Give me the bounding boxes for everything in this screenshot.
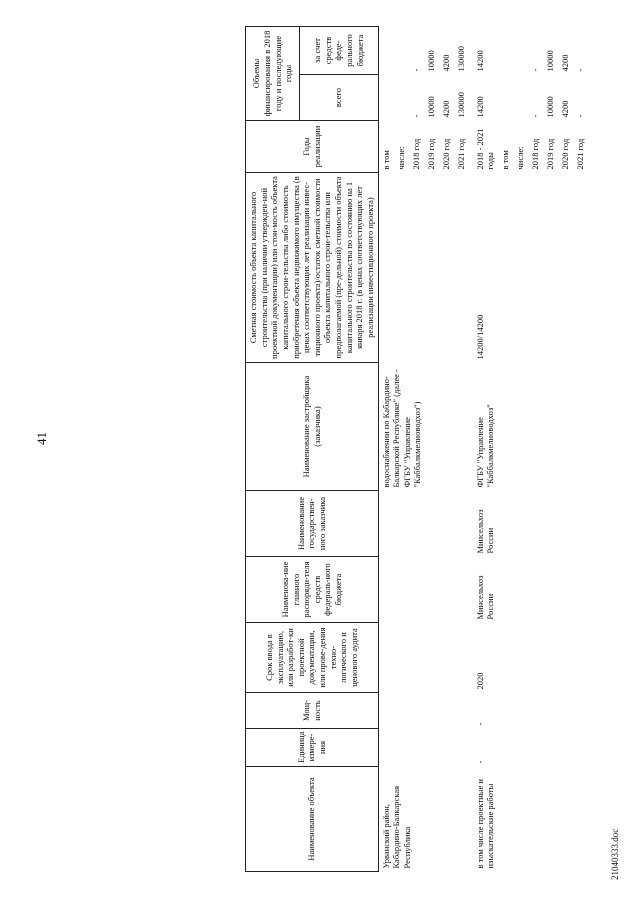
cell-period-total: 14200 bbox=[474, 96, 485, 118]
year-label: 2021 год bbox=[574, 138, 585, 170]
header-unit: Единица измере-ния bbox=[246, 729, 379, 767]
cell-state-customer: Минсельхоз России bbox=[474, 509, 496, 554]
cell-federal bbox=[378, 27, 473, 75]
year-label: 2018 год bbox=[410, 138, 421, 170]
cell-developer: водоснабжении по Кабардино-Балкарской Республике" (далее - ФГБУ "Управление "Каббалкмелиоводхоз") bbox=[380, 369, 423, 488]
header-federal: за счет средств феде-рального бюджета bbox=[300, 27, 378, 75]
header-total: всего bbox=[300, 75, 378, 121]
cell-years-period: 2018 - 2021 годы bbox=[474, 128, 496, 170]
rotated-table-container bbox=[245, 27, 637, 872]
cell-capacity: - bbox=[474, 722, 485, 726]
total-value: - bbox=[410, 114, 421, 118]
cell-estimated-cost: 14200/14200 bbox=[474, 314, 485, 360]
cell-estimated-cost bbox=[378, 173, 473, 363]
year-label: 2021 год bbox=[455, 138, 466, 170]
cell-period-federal: 14200 bbox=[474, 50, 485, 72]
cell-deadline: 2020 bbox=[474, 672, 485, 690]
federal-value bbox=[381, 30, 396, 72]
year-label: 2020 год bbox=[440, 138, 451, 170]
investment-table bbox=[245, 26, 592, 872]
header-financing: Объемы финансирования в 2018 году и последующие годы bbox=[246, 27, 300, 121]
year-label: в том bbox=[499, 150, 510, 170]
cell-years bbox=[378, 121, 473, 173]
total-value: - bbox=[574, 114, 585, 118]
cell-main-manager bbox=[378, 557, 473, 623]
cell-object-name: Урванский район, Кабардино-Балкарская Республика bbox=[380, 785, 412, 869]
header-capacity: Мощ-ность bbox=[246, 693, 379, 729]
federal-value: - bbox=[529, 68, 540, 72]
cell-unit bbox=[378, 729, 473, 767]
year-label: 2019 год bbox=[544, 138, 555, 170]
federal-value bbox=[515, 30, 530, 72]
header-estimated-cost: Сметная стоимость объекта капитального строительства (при наличии утвержден-ной проектной документации) или стои-мость объекта капитального строи-тельства либо стоимость приобретения объекта недвижимого имущества (в ценах соответствующих лет реализации инвес-тиционного проекта)/остаток сметной стоимости объекта капитального строи-тельства или предполагаемой (пре-дельной) стоимости объекта капитального строительства по состоянию на 1 января 2018 г. (в ценах соответствующих лет реализации инвестиционного проекта) bbox=[246, 173, 379, 363]
header-main-manager: Наименова-ние главного распоряди-теля средств федераль-ного бюджета bbox=[246, 557, 379, 623]
total-value bbox=[515, 78, 530, 118]
year-label: числе: bbox=[514, 146, 525, 170]
total-value bbox=[381, 78, 396, 118]
cell-state-customer bbox=[378, 491, 473, 557]
cell-years bbox=[498, 121, 592, 173]
cell-developer: ФГБУ "Управление "Каббалкмелиоводхоз" bbox=[474, 404, 496, 488]
federal-value: - bbox=[574, 68, 585, 72]
total-value: 4200 bbox=[559, 100, 570, 118]
cell-main-manager: Минсельхоз России bbox=[474, 575, 496, 620]
year-label: числе: bbox=[395, 146, 406, 170]
header-object-name: Наименование объекта bbox=[246, 767, 379, 872]
total-value bbox=[396, 78, 411, 118]
header-deadline: Срок ввода в эксплуатацию, или разработ-ки проектной документации, или прове-дения техно-логического и ценового аудита bbox=[246, 623, 379, 693]
header-state-customer: Наименование государствен-ного заказчика bbox=[246, 491, 379, 557]
cell-capacity bbox=[378, 693, 473, 729]
header-years: Годы реализации bbox=[246, 121, 379, 173]
total-value: 4200 bbox=[440, 100, 451, 118]
cell-deadline bbox=[378, 623, 473, 693]
cell-total bbox=[378, 75, 473, 121]
total-value: 10000 bbox=[425, 96, 436, 118]
federal-value bbox=[396, 30, 411, 72]
federal-value: - bbox=[410, 68, 421, 72]
cell-unit: - bbox=[474, 760, 485, 764]
total-value: 10000 bbox=[544, 96, 555, 118]
total-value: - bbox=[529, 114, 540, 118]
federal-value: 4200 bbox=[440, 54, 451, 72]
table-row bbox=[473, 27, 498, 872]
year-label: в том bbox=[380, 150, 391, 170]
cell-federal bbox=[498, 27, 592, 75]
federal-value bbox=[500, 30, 515, 72]
table-row bbox=[378, 27, 473, 872]
year-label: 2018 год bbox=[529, 138, 540, 170]
year-label: 2020 год bbox=[559, 138, 570, 170]
doc-code: 21040333.doc bbox=[610, 828, 620, 880]
federal-value: 4200 bbox=[559, 54, 570, 72]
cell-total bbox=[498, 75, 592, 121]
page-number: 41 bbox=[34, 432, 49, 445]
total-value bbox=[500, 78, 515, 118]
total-value: 130000 bbox=[455, 92, 466, 118]
federal-value: 10000 bbox=[425, 50, 436, 72]
federal-value: 10000 bbox=[544, 50, 555, 72]
cell-object-name: в том числе проектные и изыскательские работы bbox=[474, 779, 496, 869]
header-developer: Наименование застройщика (заказчика) bbox=[246, 363, 379, 491]
federal-value: 130000 bbox=[455, 46, 466, 72]
year-label: 2019 год bbox=[425, 138, 436, 170]
